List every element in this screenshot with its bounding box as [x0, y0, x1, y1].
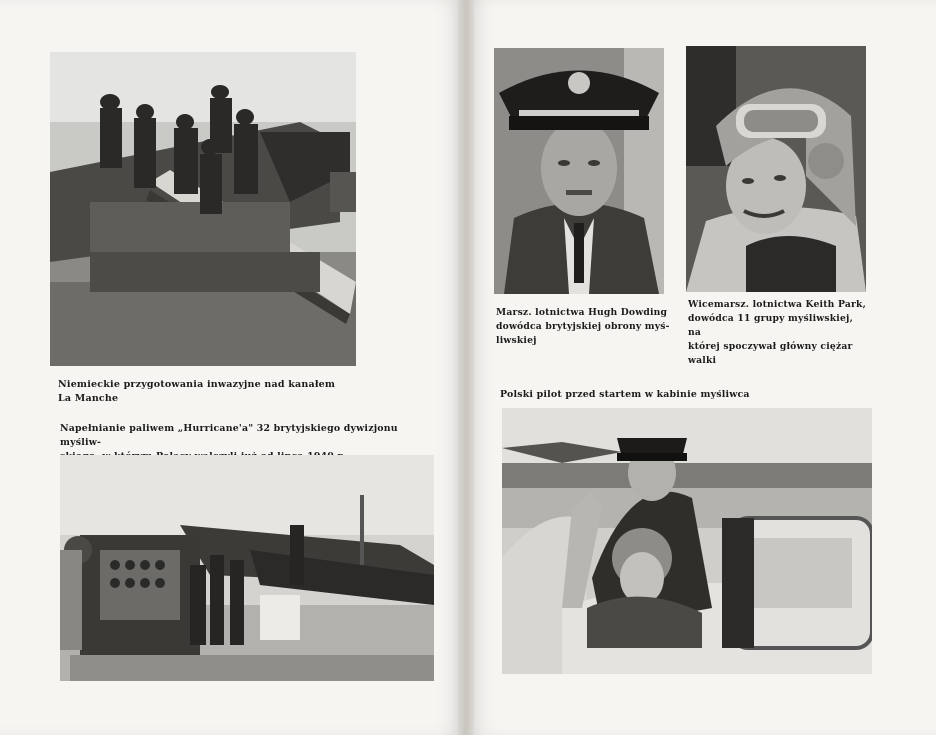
caption-line: której spoczywał główny ciężar — [688, 341, 853, 352]
caption-line: dowódca 11 grupy myśliwskiej, na — [688, 313, 853, 338]
caption-polish-pilot — [500, 388, 860, 402]
photo-polish-pilot — [502, 408, 872, 674]
book-gutter — [458, 0, 474, 735]
caption-line: Niemieckie przygotowania inwazyjne nad kanałem — [58, 379, 336, 390]
caption-keith-park — [688, 298, 868, 368]
photo-hugh-dowding — [494, 48, 664, 294]
photo-invasion-barge — [50, 52, 356, 366]
caption-line: dowódca brytyjskiej obrony myś- — [496, 321, 670, 332]
caption-line: Wicemarsz. lotnictwa Keith Park, — [688, 299, 866, 310]
caption-line: Polski pilot przed startem w kabinie myśliwca — [500, 389, 750, 400]
caption-line: walki — [688, 355, 717, 366]
caption-line: Napełnianie paliwem „Hurricane'a" 32 brytyjskiego dywizjonu myśliw- — [60, 423, 398, 448]
caption-hugh-dowding — [496, 306, 676, 348]
photo-hurricane-refuelling — [60, 455, 434, 681]
caption-line: La Manche — [58, 393, 119, 404]
caption-invasion-preparations — [58, 378, 358, 406]
caption-line: Marsz. lotnictwa Hugh Dowding — [496, 307, 668, 318]
photo-keith-park — [686, 46, 866, 292]
caption-line: liwskiej — [496, 335, 537, 346]
